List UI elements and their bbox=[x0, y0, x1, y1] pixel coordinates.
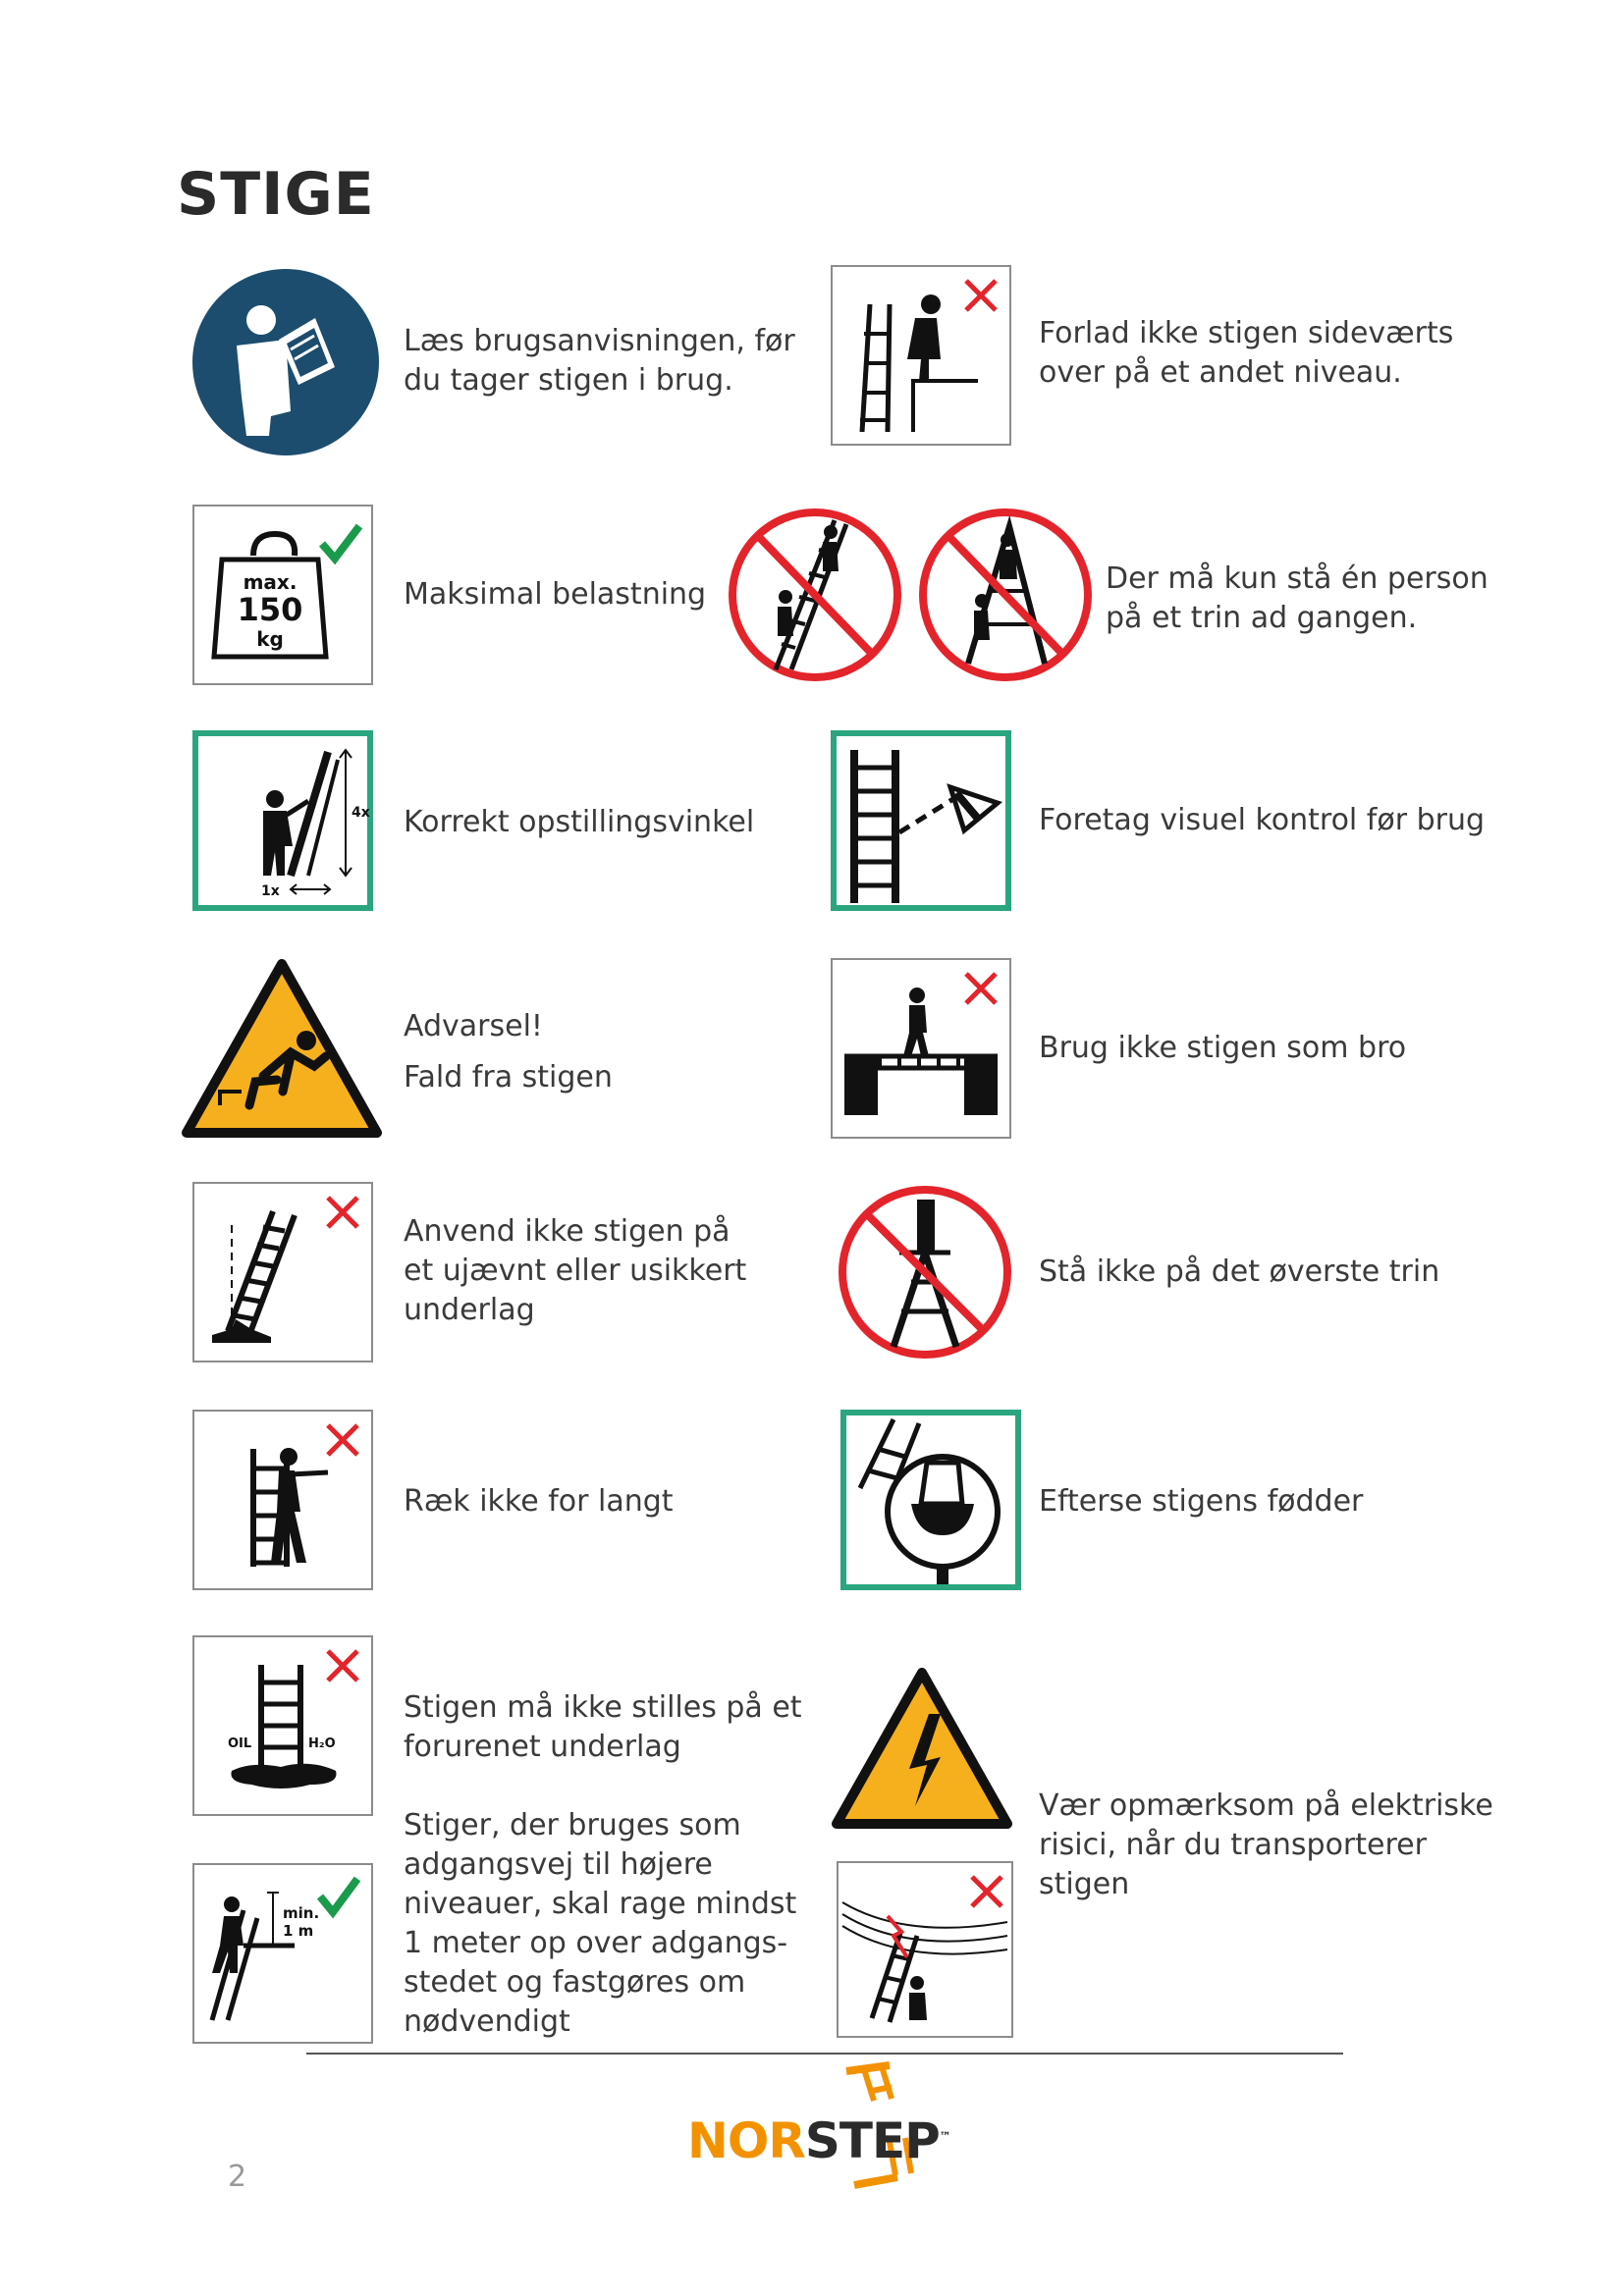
read-manual-icon bbox=[192, 269, 379, 455]
one-person-text: Der må kun stå én person på et trin ad gangen. bbox=[1106, 561, 1489, 635]
side-exit-text: Forlad ikke stigen sideværts over på et andet niveau. bbox=[1039, 316, 1454, 390]
ratio-1x: 1x bbox=[261, 883, 280, 899]
page-title: STIGE bbox=[177, 160, 375, 229]
min-1m-extension-icon bbox=[192, 1863, 373, 2044]
visual-check-text: Foretag visuel kontrol før brug bbox=[1039, 803, 1486, 837]
footer-divider bbox=[306, 2053, 1343, 2055]
feet-check-text: Efterse stigens fødder bbox=[1039, 1484, 1364, 1519]
water-label: H₂O bbox=[308, 1736, 336, 1751]
page-number: 2 bbox=[228, 2160, 247, 2194]
brand-step: STEP bbox=[804, 2112, 940, 2169]
angle-text: Korrekt opstillingsvinkel bbox=[404, 805, 755, 839]
one-person-per-step-icon bbox=[729, 507, 1102, 683]
max-load-icon bbox=[192, 505, 373, 685]
weight-unit: kg bbox=[256, 627, 284, 651]
electric-hazard-icon bbox=[831, 1667, 1013, 1834]
uneven-ground-icon bbox=[192, 1182, 373, 1362]
oil-label: OIL bbox=[228, 1736, 252, 1751]
weight-value: 150 bbox=[237, 591, 303, 628]
fall-warning-text: Advarsel! Fald fra stigen bbox=[404, 1009, 613, 1095]
brand-wordmark bbox=[687, 2112, 950, 2169]
uneven-ground-text: Anvend ikke stigen på et ujævnt eller usikkert underlag bbox=[404, 1214, 747, 1327]
power-lines-icon bbox=[837, 1861, 1013, 2038]
read-manual-text: Læs brugsanvisningen, før du tager stigen i brug. bbox=[404, 324, 795, 398]
norstep-logo bbox=[687, 2061, 950, 2199]
max-load-text: Maksimal belastning bbox=[404, 577, 707, 612]
no-top-step-icon bbox=[837, 1184, 1013, 1361]
no-bridge-text: Brug ikke stigen som bro bbox=[1039, 1031, 1407, 1065]
no-bridge-icon bbox=[831, 958, 1011, 1139]
brand-tm: ™ bbox=[939, 2129, 950, 2144]
access-text: Stiger, der bruges som adgangsvej til højere niveauer, skal rage mindst 1 meter op over adgangs- stedet og fastgøres om nødvendigt bbox=[404, 1808, 797, 2039]
top-step-text: Stå ikke på det øverste trin bbox=[1039, 1255, 1440, 1289]
contaminated-ground-icon bbox=[192, 1635, 373, 1816]
no-overreach-icon bbox=[192, 1410, 373, 1590]
visual-inspection-icon bbox=[831, 730, 1011, 911]
inspect-feet-icon bbox=[840, 1410, 1021, 1590]
no-sideways-exit-icon bbox=[831, 265, 1011, 446]
min-label: min. bbox=[283, 1904, 320, 1922]
setup-angle-icon bbox=[192, 730, 373, 911]
ratio-4x: 4x bbox=[352, 805, 370, 821]
max-label: max. bbox=[243, 570, 298, 594]
electric-text: Vær opmærksom på elektriske risici, når du transporterer stigen bbox=[1039, 1789, 1493, 1901]
contaminated-text: Stigen må ikke stilles på et forurenet underlag bbox=[404, 1690, 802, 1764]
fall-warning-icon bbox=[181, 958, 383, 1141]
one-meter-label: 1 m bbox=[283, 1922, 314, 1940]
overreach-text: Ræk ikke for langt bbox=[404, 1484, 674, 1519]
brand-nor: NOR bbox=[687, 2112, 805, 2169]
